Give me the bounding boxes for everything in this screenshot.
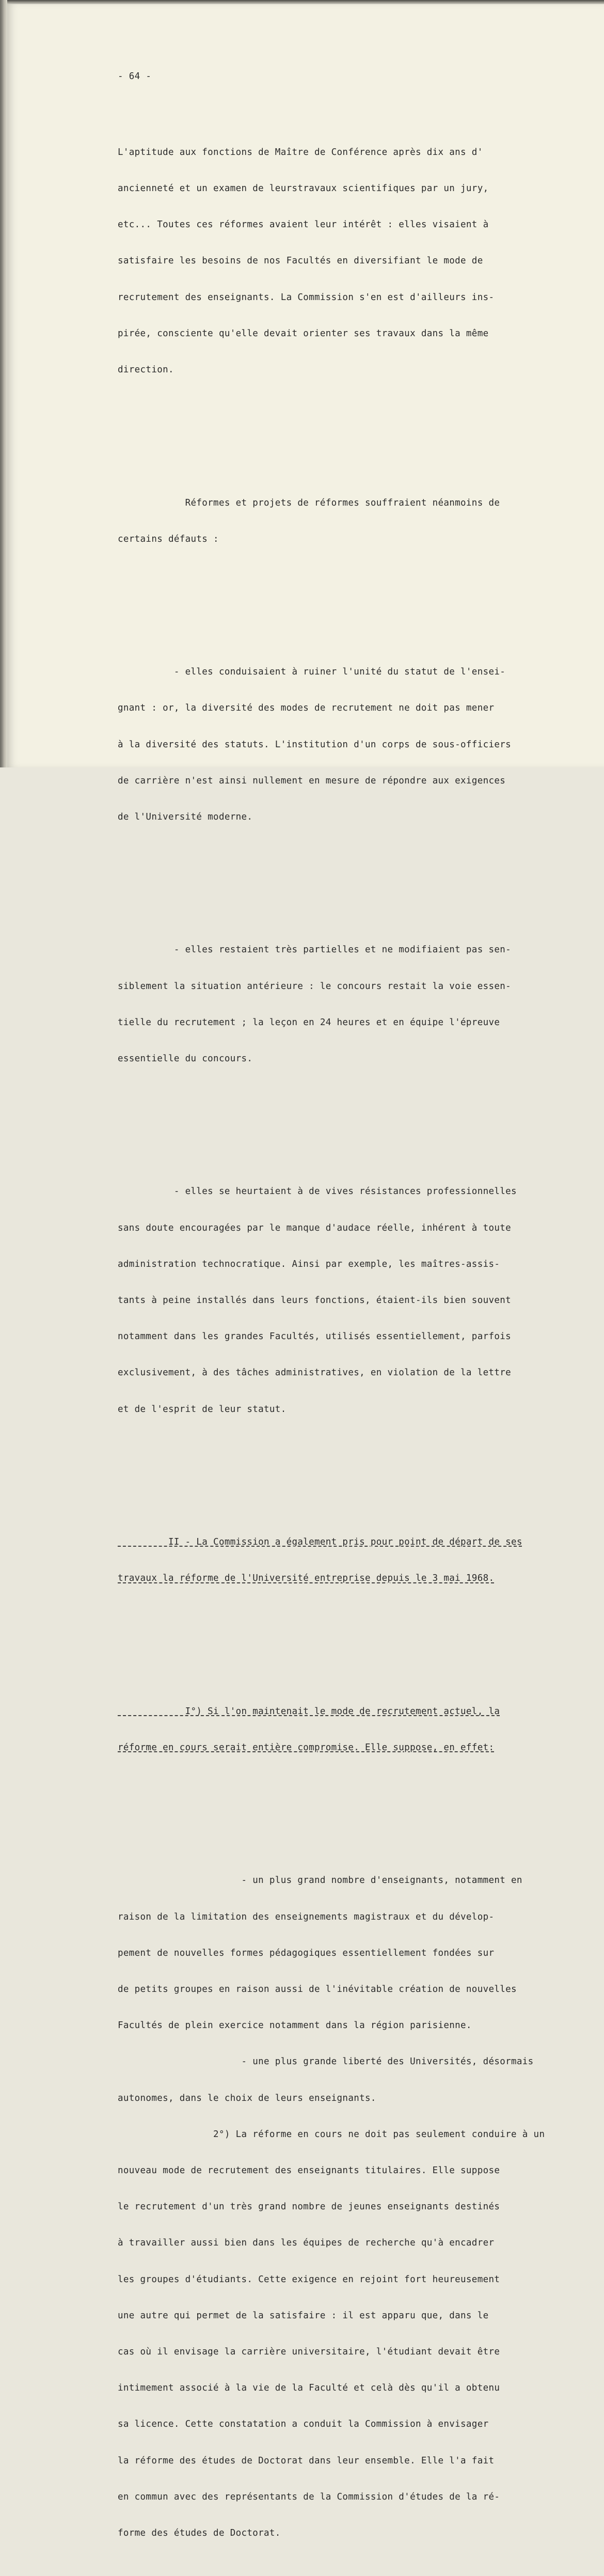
text-line-underlined: travaux la réforme de l'Université entreprise depuis le 3 mai 1968. xyxy=(118,1573,495,1584)
text-line: autonomes, dans le choix de leurs enseignants. xyxy=(118,2093,376,2103)
text-line: - elles conduisaient à ruiner l'unité du statut de l'ensei- xyxy=(118,667,506,678)
text-line: forme des études de Doctorat. xyxy=(118,2528,281,2539)
text-line: - un plus grand nombre d'enseignants, notamment en xyxy=(118,1875,522,1886)
paragraph-1 xyxy=(118,122,541,400)
text-line: en commun avec des représentants de la Commission d'études de la ré- xyxy=(118,2491,500,2502)
text-line: de carrière n'est ainsi nullement en mesure de répondre aux exigences xyxy=(118,775,506,786)
text-line: la réforme des études de Doctorat dans leur ensemble. Elle l'a fait xyxy=(118,2455,495,2466)
text-line: recrutement des enseignants. La Commission s'en est d'ailleurs ins- xyxy=(118,292,495,303)
text-line: de petits groupes en raison aussi de l'inévitable création de nouvelles xyxy=(118,1984,517,1994)
text-line: de l'Université moderne. xyxy=(118,811,253,822)
section-ii-heading xyxy=(118,1512,541,1609)
page-text xyxy=(118,46,545,2576)
text-line: Réformes et projets de réformes souffraient néanmoins de xyxy=(118,497,500,508)
text-line-underlined: II - La Commission a également pris pour point de départ de ses xyxy=(118,1537,522,1548)
text-line: siblement la situation antérieure : le concours restait la voie essen- xyxy=(118,981,512,992)
page-number: - 64 - xyxy=(118,71,152,82)
text-line: satisfaire les besoins de nos Facultés en diversifiant le mode de xyxy=(118,256,483,266)
paragraph-3 xyxy=(118,642,541,847)
point-1-heading xyxy=(118,1682,541,1778)
paragraph-4 xyxy=(118,920,541,1090)
text-line: intimement associé à la vie de la Faculté et celà dès qu'il a obtenu xyxy=(118,2383,500,2394)
text-line: à la diversité des statuts. L'institution d'un corps de sous-officiers xyxy=(118,739,512,750)
text-line: les groupes d'étudiants. Cette exigence en rejoint fort heureusement xyxy=(118,2274,500,2285)
text-line: le recrutement d'un très grand nombre de jeunes enseignants destinés xyxy=(118,2202,500,2212)
text-line: pirée, consciente qu'elle devait orienter ses travaux dans la même xyxy=(118,328,489,339)
text-line: administration technocratique. Ainsi par exemple, les maîtres-assis- xyxy=(118,1259,500,1269)
text-line: - une plus grande liberté des Universités, désormais xyxy=(118,2056,534,2067)
text-line: une autre qui permet de la satisfaire : il est apparu que, dans le xyxy=(118,2310,489,2321)
text-line: sans doute encouragées par le manque d'audace réelle, inhérent à toute xyxy=(118,1222,512,1233)
paragraph-final xyxy=(118,1851,545,2564)
text-line: à travailler aussi bien dans les équipes de recherche qu'à encadrer xyxy=(118,2238,495,2249)
text-line: tants à peine installés dans leurs fonctions, étaient-ils bien souvent xyxy=(118,1295,512,1306)
text-line: tielle du recrutement ; la leçon en 24 heures et en équipe l'épreuve xyxy=(118,1017,500,1028)
text-line: pement de nouvelles formes pédagogiques essentiellement fondées sur xyxy=(118,1947,495,1958)
text-line: gnant : or, la diversité des modes de recrutement ne doit pas mener xyxy=(118,703,495,714)
text-line: essentielle du concours. xyxy=(118,1054,253,1064)
text-line: notamment dans les grandes Facultés, utilisés essentiellement, parfois xyxy=(118,1331,512,1342)
text-line: raison de la limitation des enseignements magistraux et du dévelop- xyxy=(118,1911,495,1922)
text-line: certains défauts : xyxy=(118,533,219,544)
text-line-underlined: I°) Si l'on maintenait le mode de recrutement actuel, la xyxy=(118,1706,500,1717)
text-line: 2°) La réforme en cours ne doit pas seulement conduire à un xyxy=(118,2129,545,2140)
text-line: nouveau mode de recrutement des enseignants titulaires. Elle suppose xyxy=(118,2165,500,2176)
text-line: - elles se heurtaient à de vives résistances professionnelles xyxy=(118,1186,517,1197)
text-line: exclusivement, à des tâches administratives, en violation de la lettre xyxy=(118,1368,512,1378)
text-line: direction. xyxy=(118,365,174,375)
paragraph-5 xyxy=(118,1162,541,1440)
text-line: Facultés de plein exercice notamment dans la région parisienne. xyxy=(118,2020,472,2031)
text-line: etc... Toutes ces réformes avaient leur intérêt : elles visaient à xyxy=(118,219,489,230)
binding-edge xyxy=(0,0,7,767)
text-line: sa licence. Cette constatation a conduit la Commission à envisager xyxy=(118,2419,489,2430)
paragraph-2 xyxy=(118,473,541,570)
text-line: - elles restaient très partielles et ne modifiaient pas sen- xyxy=(118,945,512,955)
text-line: cas où il envisage la carrière universitaire, l'étudiant devait être xyxy=(118,2347,500,2358)
text-line: ancienneté et un examen de leurstravaux scientifiques par un jury, xyxy=(118,183,489,194)
text-line: et de l'esprit de leur statut. xyxy=(118,1404,287,1415)
text-line: L'aptitude aux fonctions de Maître de Conférence après dix ans d' xyxy=(118,147,483,158)
text-line-underlined: réforme en cours serait entière compromise. Elle suppose, en effet: xyxy=(118,1742,495,1753)
